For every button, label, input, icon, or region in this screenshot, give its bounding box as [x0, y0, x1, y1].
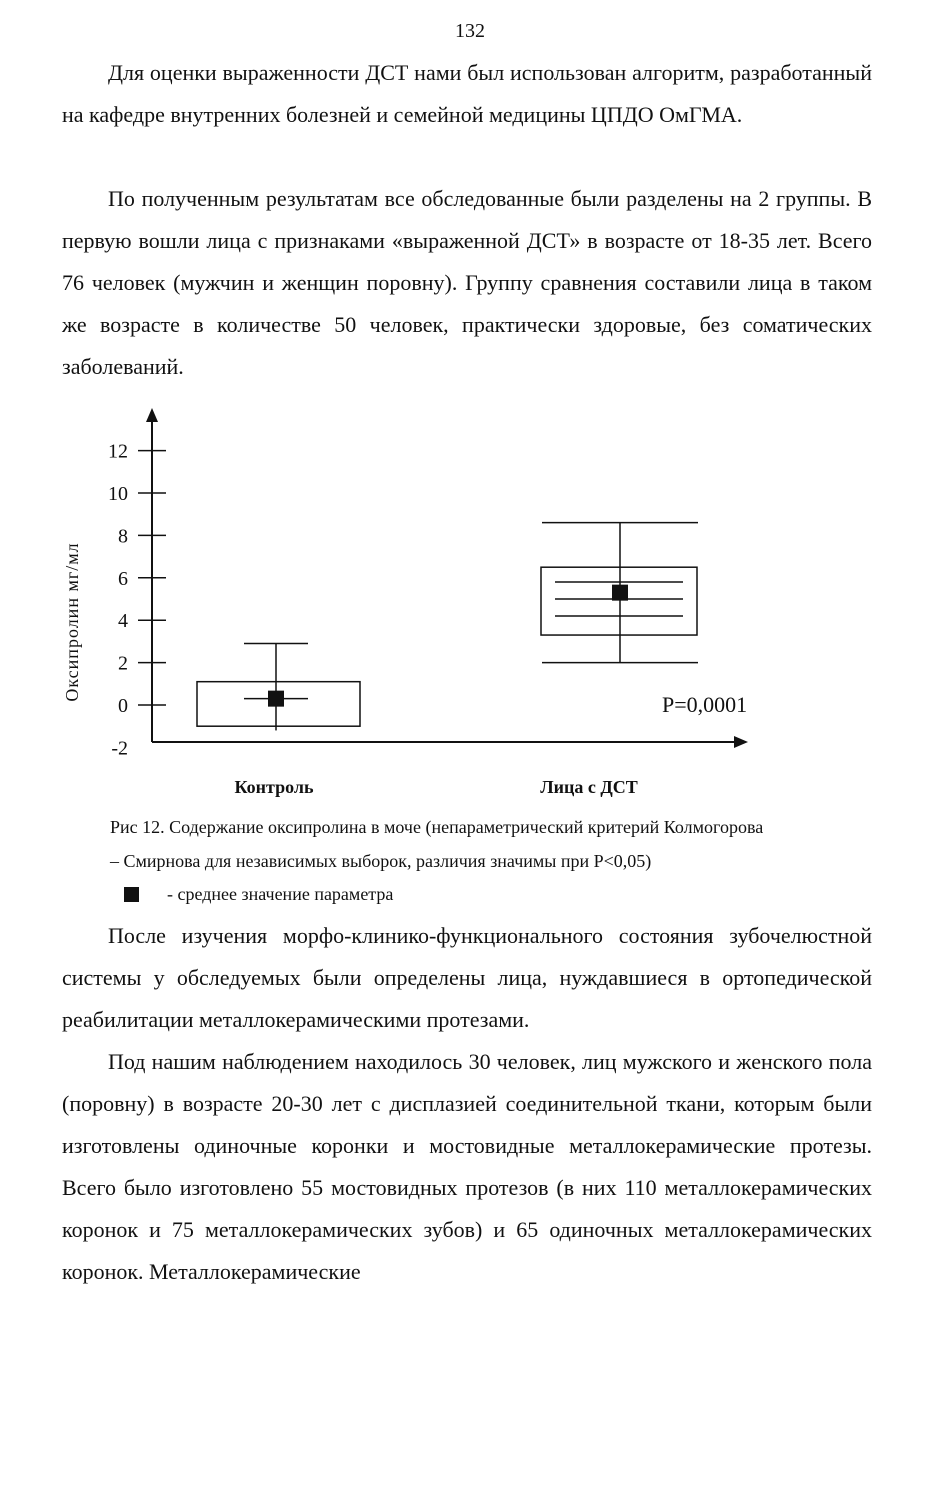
y-tick-label: 0 [118, 695, 128, 717]
mean-marker [268, 691, 284, 707]
legend-label: - среднее значение параметра [167, 884, 394, 904]
y-tick-label: 4 [118, 610, 128, 633]
iqr-box [541, 567, 697, 635]
paragraph-algorithm: Для оценки выраженности ДСТ нами был использован алгоритм, разработанный на кафедре внутренних болезней и семейной медицины ЦПДО ОмГМА. [62, 60, 872, 127]
y-tick-label: 6 [118, 567, 128, 590]
paragraph-groups: По полученным результатам все обследованные были разделены на 2 группы. В первую вошли лица с признаками «выраженной ДСТ» в возрасте от 18-35 лет. Всего 76 человек (мужчин и женщин поровну). Группу сравнения составили лица в таком же возрасте в количестве 50 человек, практически здоровые, без соматических заболеваний. [62, 186, 872, 379]
mean-marker [612, 585, 628, 601]
figure-caption-line-1: Рис 12. Содержание оксипролина в моче (непараметрический критерий Колмогорова [110, 817, 764, 837]
y-tick-label: 2 [118, 652, 128, 675]
category-label-control: Контроль [234, 777, 314, 797]
paragraph-study: После изучения морфо-клинико-функционального состояния зубочелюстной системы у обследуемых были определены лица, нуждавшиеся в ортопедической реабилитации металлокерамическими протезами. [62, 923, 872, 1032]
p-value-annotation: P=0,0001 [662, 692, 748, 717]
mean-marker-icon [124, 887, 139, 902]
page-number: 132 [455, 20, 485, 42]
y-tick-label: -2 [111, 737, 128, 760]
x-axis-arrow [734, 736, 748, 748]
box-plot-chart [40, 400, 780, 800]
y-tick-label: 10 [108, 483, 128, 505]
category-label-dst: Лица с ДСТ [540, 777, 638, 797]
y-tick-label: 12 [108, 440, 128, 463]
legend [124, 884, 393, 905]
y-axis-arrow [146, 408, 158, 422]
y-axis-label: Оксипролин мг/мл [62, 542, 82, 702]
y-tick-label: 8 [118, 525, 128, 548]
figure-caption-line-2: – Смирнова для независимых выборок, различия значимы при P<0,05) [110, 851, 652, 871]
paragraph-observation: Под нашим наблюдением находилось 30 человек, лиц мужского и женского пола (поровну) в возрасте 20-30 лет с дисплазией соединительной ткани, которым были изготовлены одиночные коронки и мостовидные металлокерамические протезы. Всего было изготовлено 55 мостовидных протезов (в них 110 металлокерамических коронок и 75 металлокерамических зубов) и 65 одиночных металлокерамических коронок. Металлокерамические [62, 1049, 872, 1284]
